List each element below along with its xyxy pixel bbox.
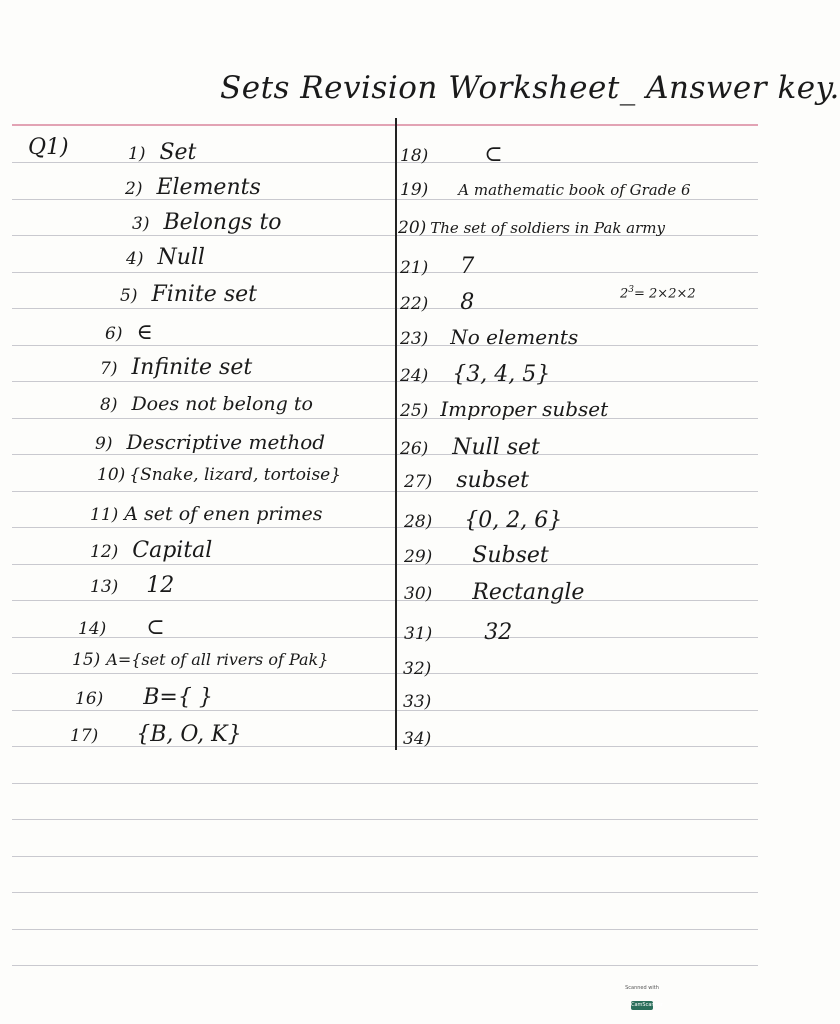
item-answer: Does not belong to (131, 393, 313, 415)
item-number: 9) (95, 434, 113, 454)
item-number: 25) (400, 401, 429, 421)
item-answer: ⊂ (146, 615, 165, 640)
item-number: 17) (70, 726, 99, 746)
item-answer: Finite set (151, 282, 257, 307)
item-answer: {0, 2, 6} (464, 508, 563, 533)
item-number: 14) (78, 619, 107, 639)
answer-item (105, 320, 153, 345)
item-answer: B={ } (143, 685, 213, 710)
answer-item (400, 397, 608, 421)
item-number: 6) (105, 324, 123, 344)
answer-item (400, 325, 578, 349)
rule-line (12, 965, 758, 966)
item-number: 7) (100, 359, 118, 379)
answer-item (404, 508, 562, 533)
item-number: 15) (72, 650, 101, 670)
answer-item (90, 538, 212, 563)
answer-item (72, 650, 328, 670)
rule-line (12, 710, 758, 711)
answer-item (120, 282, 257, 307)
rule-line (12, 454, 758, 455)
answer-item (128, 140, 196, 165)
rule-line (12, 491, 758, 492)
note-expansion: = 2×2×2 (634, 286, 696, 302)
answer-item (404, 543, 549, 568)
rule-line (12, 162, 758, 163)
rule-line (12, 345, 758, 346)
answer-item (404, 580, 584, 605)
item-number: 3) (132, 214, 150, 234)
note-exponent: 3 (628, 285, 635, 295)
item-number: 19) (400, 180, 429, 200)
item-answer: 8 (460, 290, 475, 315)
answer-item (125, 175, 261, 200)
answer-item (398, 218, 665, 238)
scanner-stamp (622, 985, 662, 1011)
answer-item (400, 142, 503, 167)
item-number: 5) (120, 286, 138, 306)
note-base: 2 (620, 286, 629, 302)
item-answer: No elements (450, 325, 579, 349)
answer-item (132, 210, 282, 235)
item-answer: A={set of all rivers of Pak} (106, 650, 329, 669)
answer-item (403, 725, 445, 750)
item-number: 23) (400, 329, 429, 349)
rule-line (12, 308, 758, 309)
margin-rule-line (12, 124, 758, 126)
item-number: 21) (400, 258, 429, 278)
item-answer: Null (157, 245, 205, 270)
item-number: 24) (400, 366, 429, 386)
item-number: 10) (97, 465, 126, 485)
answer-item (400, 362, 550, 387)
rule-line (12, 381, 758, 382)
rule-line (12, 673, 758, 674)
item-number: 13) (90, 577, 119, 597)
answer-item (403, 688, 445, 713)
item-number: 27) (404, 472, 433, 492)
answer-item (100, 355, 252, 380)
item-answer: Capital (132, 538, 213, 563)
question-label: Q1) (28, 135, 69, 160)
item-answer: A mathematic book of Grade 6 (458, 181, 691, 199)
item-answer: {Snake, lizard, tortoise} (129, 465, 342, 485)
rule-line (12, 527, 758, 528)
answer-item (75, 685, 213, 710)
item-answer: Elements (156, 175, 261, 200)
item-answer: Improper subset (440, 397, 609, 421)
rule-line (12, 272, 758, 273)
answer-item (97, 465, 341, 485)
column-divider (395, 118, 397, 750)
item-number: 31) (404, 624, 433, 644)
item-answer: Rectangle (472, 580, 585, 605)
answer-item (90, 573, 174, 598)
answer-item (400, 254, 474, 279)
item-answer: Descriptive method (126, 430, 326, 454)
rule-line (12, 892, 758, 893)
item-number: 26) (400, 439, 429, 459)
rule-line (12, 856, 758, 857)
item-number: 32) (403, 659, 432, 679)
item-number: 20) (398, 218, 427, 238)
item-answer: Subset (472, 543, 549, 568)
item-answer: {B, O, K} (136, 722, 242, 747)
rule-line (12, 564, 758, 565)
rule-line (12, 783, 758, 784)
item-number: 12) (90, 542, 119, 562)
item-number: 29) (404, 547, 433, 567)
answer-item (90, 503, 323, 525)
item-number: 34) (403, 729, 432, 749)
answer-item (404, 468, 529, 493)
power-side-note (620, 285, 696, 301)
item-answer: ⊂ (484, 142, 503, 167)
item-number: 33) (403, 692, 432, 712)
answer-item (95, 430, 325, 454)
item-answer: Belongs to (163, 210, 282, 235)
worksheet-title: Sets Revision Worksheet_ Answer key. (220, 70, 840, 106)
item-number: 11) (90, 505, 119, 525)
item-answer: Infinite set (131, 355, 253, 380)
item-number: 22) (400, 294, 429, 314)
answer-item (403, 655, 445, 680)
answer-item (100, 393, 313, 415)
rule-line (12, 418, 758, 419)
item-answer: A set of enen primes (124, 503, 323, 525)
answer-item (70, 722, 242, 747)
rule-line (12, 819, 758, 820)
item-number: 8) (100, 395, 118, 415)
rule-line (12, 929, 758, 930)
scanner-caption: Scanned with (625, 985, 659, 991)
answer-item (126, 245, 205, 270)
item-number: 2) (125, 179, 143, 199)
item-number: 18) (400, 146, 429, 166)
item-answer: 12 (146, 573, 175, 598)
item-answer: 7 (460, 254, 475, 279)
item-answer: {3, 4, 5} (452, 362, 551, 387)
answer-item (400, 180, 691, 200)
item-answer: The set of soldiers in Pak army (430, 219, 665, 237)
item-answer: ∈ (136, 320, 153, 345)
answer-item (78, 615, 165, 640)
answer-item (400, 435, 540, 460)
answer-item (400, 290, 474, 315)
rule-line (12, 600, 758, 601)
item-answer: Set (159, 140, 197, 165)
item-answer: Null set (452, 435, 540, 460)
item-number: 1) (128, 144, 146, 164)
item-number: 4) (126, 249, 144, 269)
answer-item (404, 620, 512, 645)
item-number: 28) (404, 512, 433, 532)
item-number: 30) (404, 584, 433, 604)
item-answer: subset (456, 468, 529, 493)
camscanner-logo-icon: CamScanner (631, 1002, 663, 1008)
item-number: 16) (75, 689, 104, 709)
item-answer: 32 (484, 620, 513, 645)
